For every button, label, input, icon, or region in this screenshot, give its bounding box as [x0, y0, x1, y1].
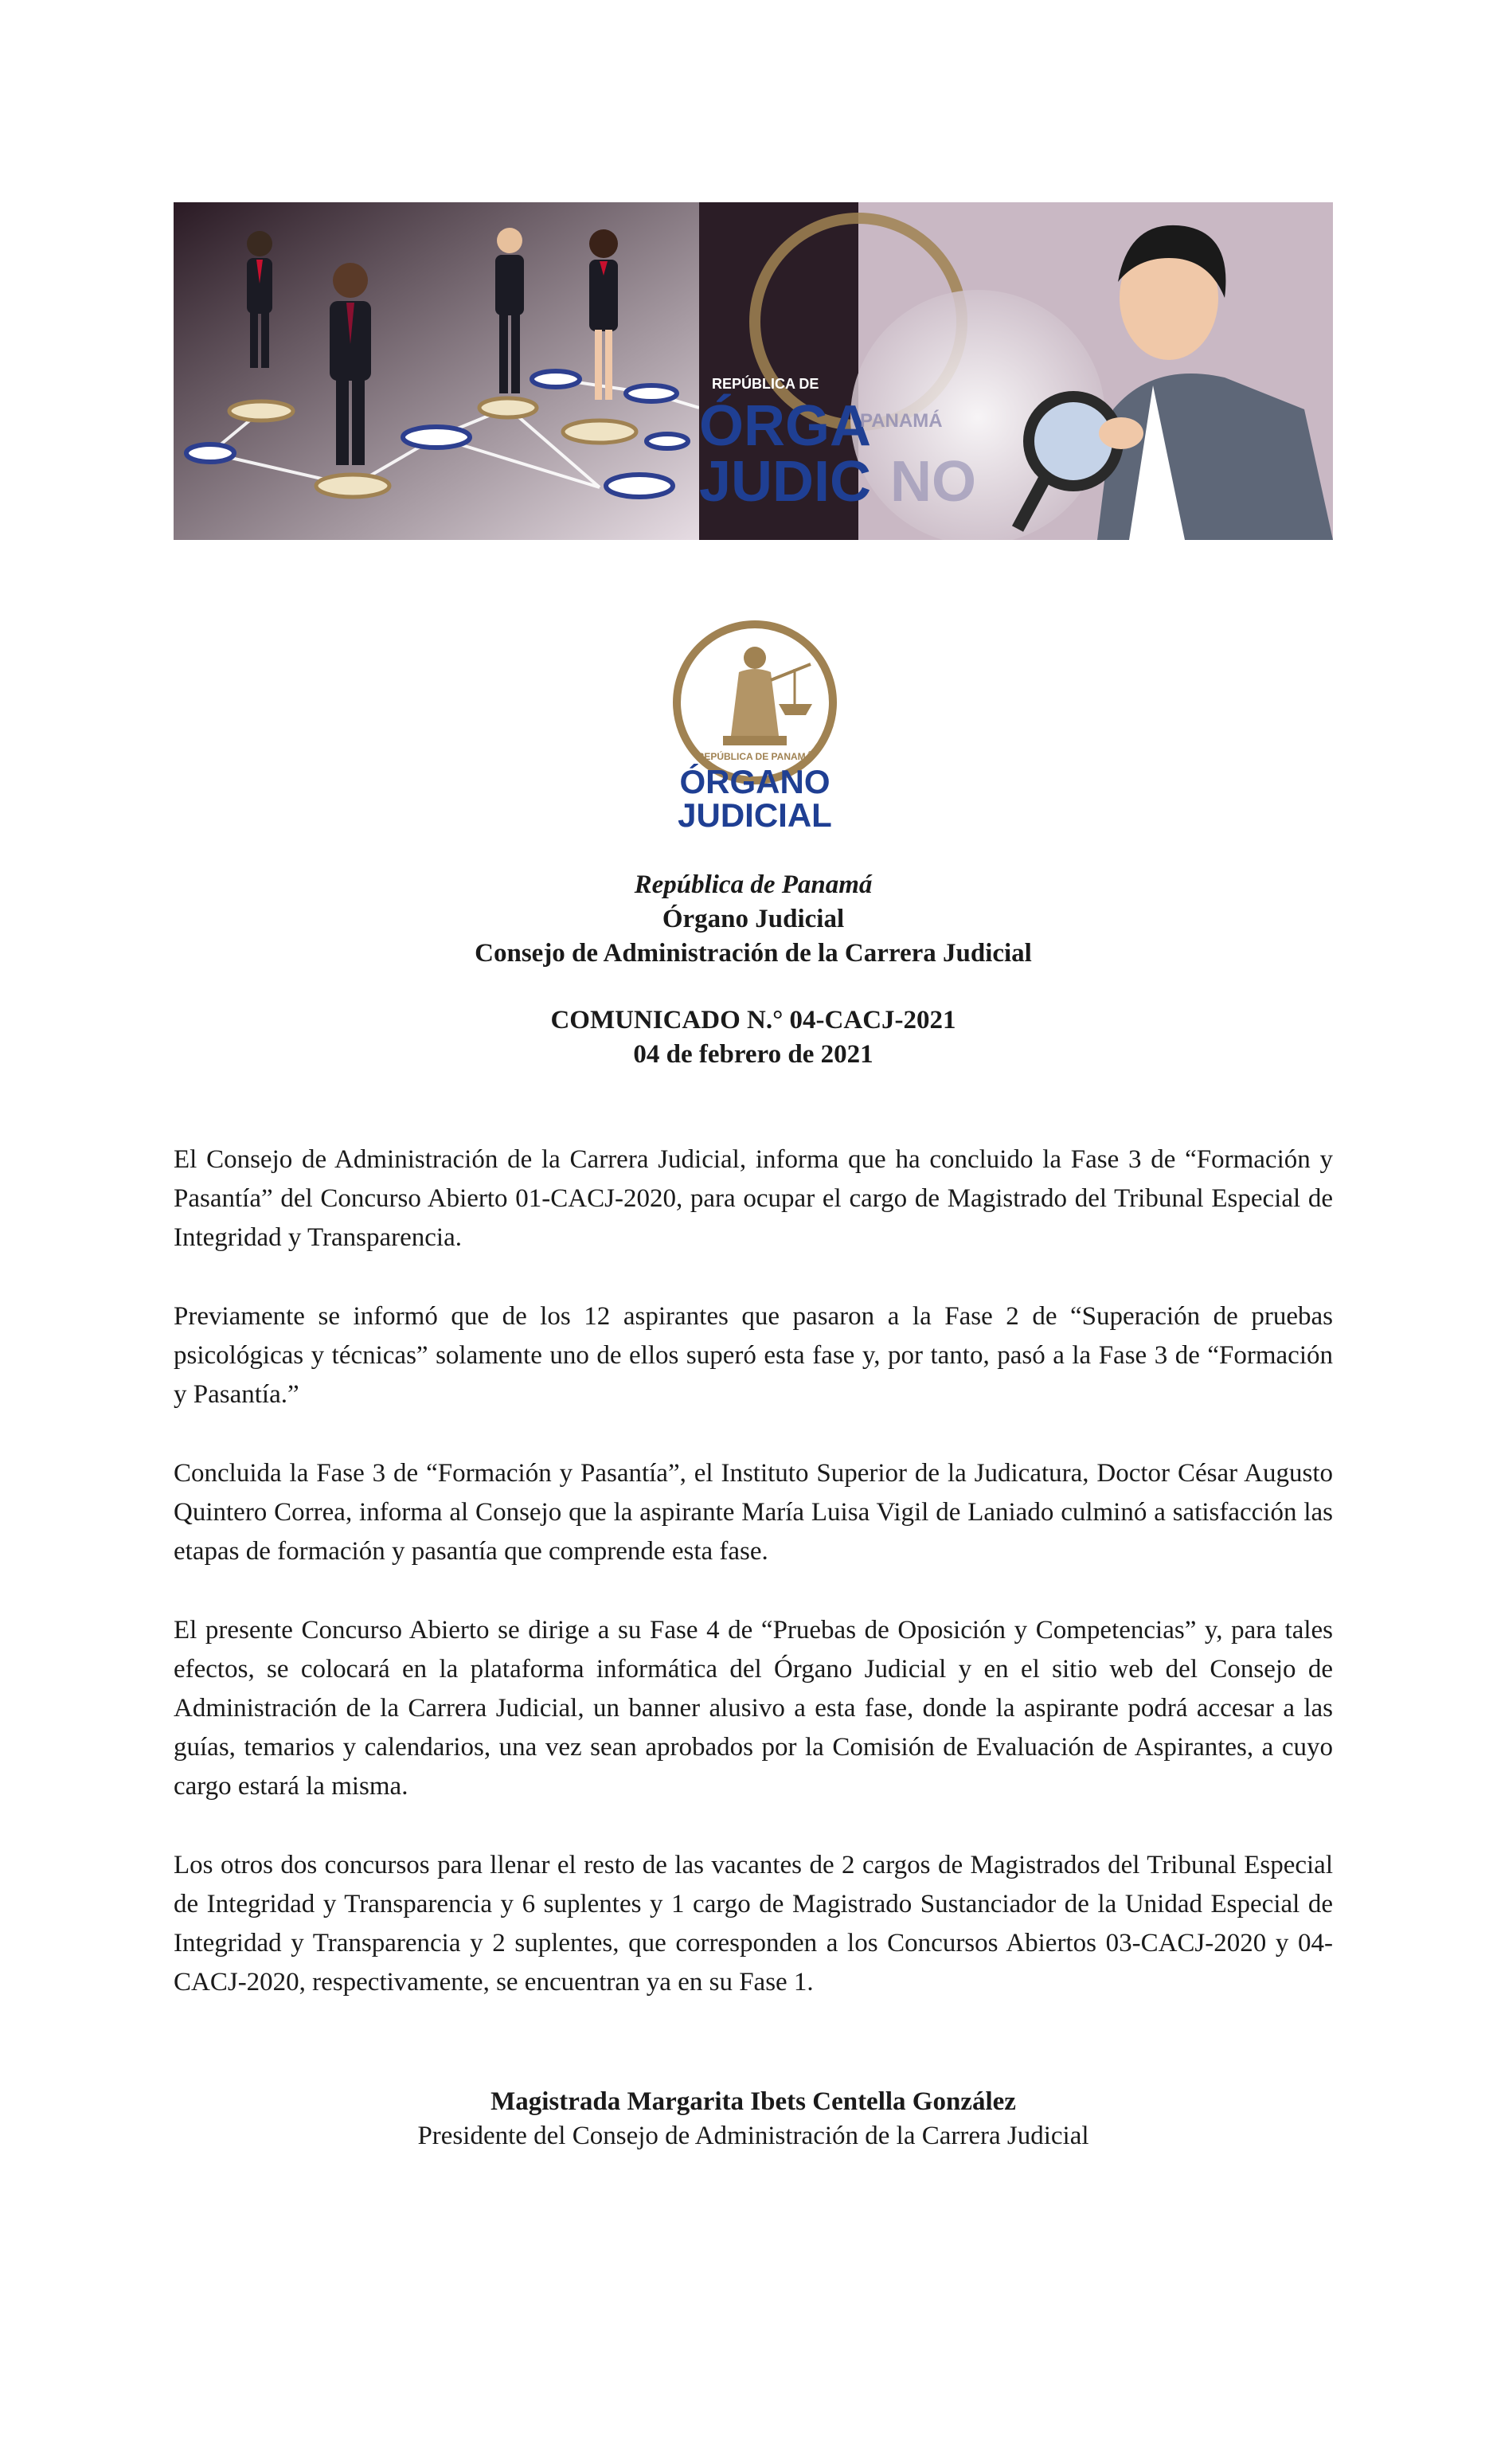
header-banner [174, 202, 1333, 540]
logo-word1: ÓRGANO [679, 763, 830, 800]
banner-seal-word2: JUDIC [699, 450, 872, 514]
paragraph: Concluida la Fase 3 de “Formación y Pasantía”, el Instituto Superior de la Judicatura, Doctor César Augusto Quintero Correa, informa al Consejo que la aspirante María Luisa Vigil de Laniado culminó a satisfacción las etapas de formación y pasantía que comprende esta fase. [174, 1459, 1333, 1566]
header-council: Consejo de Administración de la Carrera Judicial [475, 939, 1032, 968]
signatory-name: Magistrada Margarita Ibets Centella González [490, 2087, 1016, 2116]
banner-seal-right-bottom: NO [890, 450, 976, 514]
paragraph: El presente Concurso Abierto se dirige a su Fase 4 de “Pruebas de Oposición y Competencias” y, para tales efectos, se colocará en la plataforma informática del Órgano Judicial y en el sitio web del Consejo de Administración de la Carrera Judicial, un banner alusivo a esta fase, donde la aspirante podrá accesar a las guías, temarios y calendarios, una vez sean aprobados por la Comisión de Evaluación de Aspirantes, a cuyo cargo estará la misma. [174, 1616, 1333, 1801]
paragraph: Los otros dos concursos para llenar el resto de las vacantes de 2 cargos de Magistrados del Tribunal Especial de Integridad y Transparencia y 6 suplentes y 1 cargo de Magistrado Sustanciador de la Unidad Especial de Integridad y Transparencia y 2 suplentes, que corresponden a los Concursos Abiertos 03-CACJ-2020 y 04-CACJ-2020, respectivamente, se encuentran ya en su Fase 1. [174, 1851, 1333, 1997]
banner-illustration [174, 202, 1333, 540]
communique-heading [174, 1003, 1333, 1072]
organo-judicial-logo [659, 616, 850, 833]
header-institution: Órgano Judicial [662, 905, 845, 933]
document-body [174, 1140, 1333, 2042]
paragraph: Previamente se informó que de los 12 aspirantes que pasaron a la Fase 2 de “Superación de pruebas psicológicas y técnicas” solamente uno de ellos superó esta fase y, por tanto, pasó a la Fase 3 de “Formación y Pasantía.” [174, 1302, 1333, 1409]
logo-word2: JUDICIAL [678, 796, 832, 833]
paragraph: El Consejo de Administración de la Carrera Judicial, informa que ha concluido la Fase 3 de “Formación y Pasantía” del Concurso Abierto 01-CACJ-2020, para ocupar el cargo de Magistrado del Tribunal Especial de Integridad y Transparencia. [174, 1145, 1333, 1252]
header-country: República de Panamá [634, 870, 873, 899]
banner-seal-top: REPÚBLICA DE [712, 376, 819, 392]
banner-seal-word1: ÓRGA [699, 394, 871, 458]
communique-number: COMUNICADO N.° 04-CACJ-2021 [550, 1006, 956, 1034]
logo-country: REPÚBLICA DE PANAMÁ [697, 751, 813, 762]
signatory-title: Presidente del Consejo de Administración de la Carrera Judicial [417, 2122, 1089, 2150]
banner-seal-right-top: PANAMÁ [860, 410, 943, 432]
signature-block [174, 2085, 1333, 2153]
justice-statue-icon [723, 647, 812, 745]
communique-date: 04 de febrero de 2021 [633, 1040, 873, 1069]
document-header [174, 868, 1333, 971]
